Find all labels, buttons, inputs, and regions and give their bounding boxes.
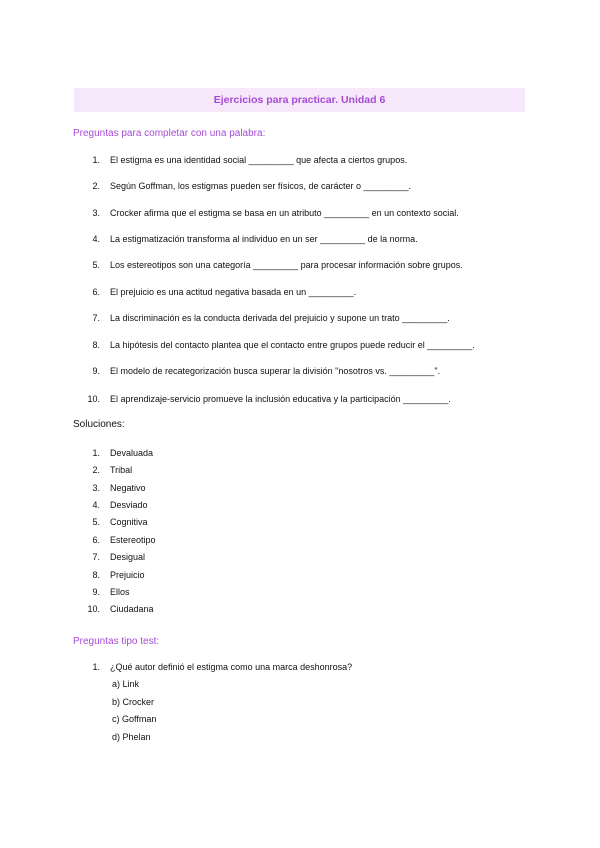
solutions-heading: Soluciones: (73, 419, 125, 430)
item-number: 4. (92, 234, 100, 244)
item-number: 9. (92, 366, 100, 376)
fill-section-heading: Preguntas para completar con una palabra: (73, 128, 266, 139)
title-banner (74, 88, 525, 112)
answer-option: d) Phelan (112, 732, 151, 742)
document-title: Ejercicios para practicar. Unidad 6 (213, 94, 386, 106)
item-number: 3. (92, 483, 100, 493)
item-text: ¿Qué autor definió el estigma como una marca deshonrosa? (110, 662, 353, 672)
item-number: 10. (87, 604, 100, 614)
item-number: 7. (92, 313, 100, 323)
item-text: El estigma es una identidad social _________ que afecta a ciertos grupos. (110, 155, 408, 165)
item-text: Estereotipo (110, 535, 156, 545)
item-text: Tribal (110, 465, 133, 475)
item-text: El modelo de recategorización busca superar la división "nosotros vs. _________". (110, 366, 441, 376)
test-section-heading: Preguntas tipo test: (73, 636, 160, 647)
item-text: Cognitiva (110, 517, 148, 527)
item-text: Desviado (110, 500, 148, 510)
item-number: 8. (92, 570, 100, 580)
item-text: Ellos (110, 587, 130, 597)
item-text: La estigmatización transforma al individuo en un ser _________ de la norma. (110, 234, 418, 244)
item-number: 1. (92, 448, 100, 458)
item-number: 6. (92, 287, 100, 297)
item-number: 4. (92, 500, 100, 510)
answer-option: b) Crocker (112, 697, 155, 707)
item-text: Negativo (110, 483, 146, 493)
item-text: La hipótesis del contacto plantea que el contacto entre grupos puede reducir el _________. (110, 340, 475, 350)
item-text: Desigual (110, 552, 146, 562)
item-text: El prejuicio es una actitud negativa basada en un _________. (110, 287, 357, 297)
item-text: Ciudadana (110, 604, 154, 614)
item-number: 3. (92, 208, 100, 218)
item-text: Crocker afirma que el estigma se basa en un atributo _________ en un contexto social. (110, 208, 459, 218)
item-text: La discriminación es la conducta derivada del prejuicio y supone un trato _________. (110, 313, 450, 323)
item-number: 5. (92, 260, 100, 270)
item-number: 8. (92, 340, 100, 350)
item-number: 1. (92, 662, 100, 672)
answer-option: a) Link (112, 679, 140, 689)
item-number: 5. (92, 517, 100, 527)
answer-option: c) Goffman (112, 714, 157, 724)
item-text: El aprendizaje-servicio promueve la inclusión educativa y la participación _________. (110, 394, 451, 404)
item-number: 9. (92, 587, 100, 597)
item-text: Según Goffman, los estigmas pueden ser físicos, de carácter o _________. (110, 181, 412, 191)
item-number: 7. (92, 552, 100, 562)
item-number: 6. (92, 535, 100, 545)
item-text: Prejuicio (110, 570, 145, 580)
item-number: 2. (92, 181, 100, 191)
item-text: Devaluada (110, 448, 154, 458)
item-text: Los estereotipos son una categoría _________ para procesar información sobre grupos. (110, 260, 463, 270)
item-number: 2. (92, 465, 100, 475)
item-number: 10. (87, 394, 100, 404)
item-number: 1. (92, 155, 100, 165)
